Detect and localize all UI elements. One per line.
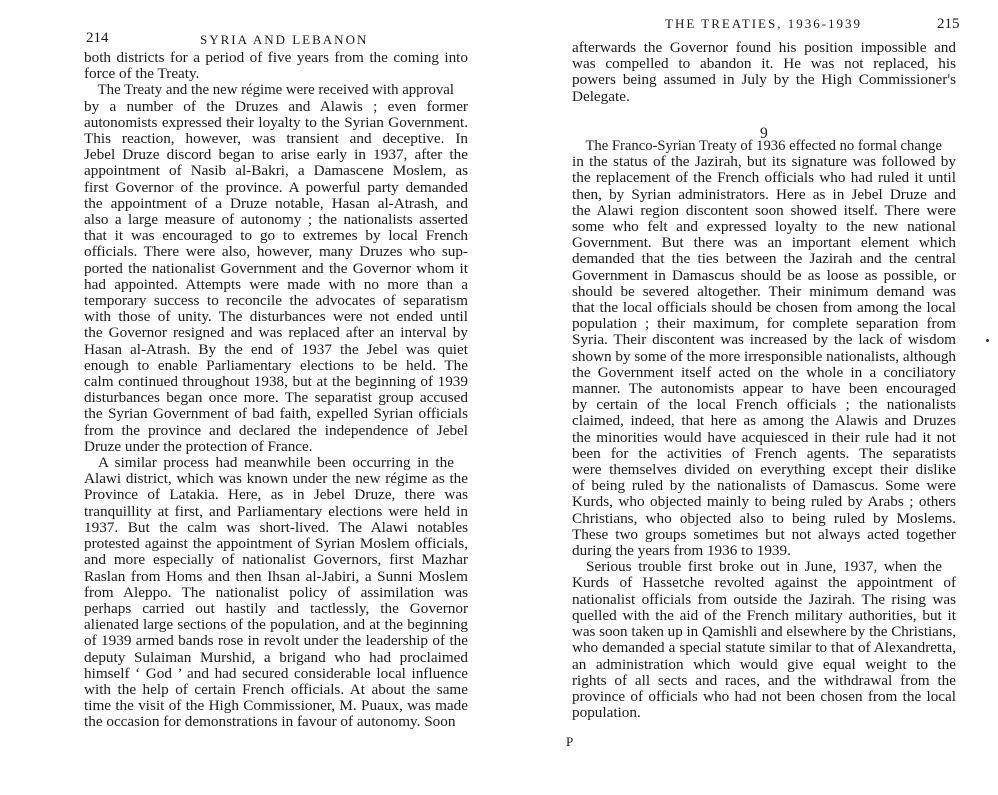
- text-line: Raslan from Homs and then Ihsan al-Jabiri, a Sunni Moslem: [84, 567, 468, 585]
- text-line: the Government itself acted on the whole in a conciliatory: [572, 363, 956, 381]
- text-line: an administration which would give equal weight to the: [572, 655, 956, 673]
- text-line: Kurds of Hassetche revolted against the appointment of: [572, 574, 956, 592]
- text-line: perhaps carried out hastily and tactlessly, the Governor: [84, 599, 468, 617]
- text-line: population ; their maximum, for complete separation from: [572, 315, 956, 333]
- text-line: some who felt and expressed loyalty to the new national: [572, 218, 956, 236]
- text-line: with the help of certain French officials. At about the same: [84, 680, 468, 698]
- text-line: the occasion for demonstrations in favour of autonomy. Soon: [84, 713, 456, 731]
- text-line: the Syrian Government of bad faith, expelled Syrian officials: [84, 405, 468, 423]
- text-line: in the status of the Jazirah, but its signature was followed by: [572, 153, 956, 171]
- paragraph: [572, 40, 956, 105]
- text-line: autonomists expressed their loyalty to the Syrian Government.: [84, 113, 468, 131]
- text-line: the Alawi region discontent soon showed itself. There were: [572, 201, 956, 219]
- text-line: during the years from 1936 to 1939.: [572, 542, 791, 560]
- text-line: of 1939 armed bands rose in revolt under the leadership of the: [84, 632, 468, 650]
- text-line: the minorities would have acquiesced in their rule had it not: [572, 428, 956, 446]
- text-line: force of the Treaty.: [84, 65, 200, 83]
- right-top-paragraph: [572, 40, 956, 105]
- text-line: Delegate.: [572, 87, 630, 105]
- text-line: afterwards the Governor found his position impossible and: [572, 39, 956, 56]
- text-line: Government in Damascus should be as loose as possible, or: [572, 266, 956, 284]
- right-page-number: 215: [937, 16, 960, 32]
- text-line: from the province and declared the independence of Jebel: [84, 421, 468, 439]
- paragraph: [572, 138, 956, 559]
- margin-dot: [986, 339, 989, 342]
- text-line: been for the activities of French agents. The separatists: [572, 444, 956, 462]
- text-line: should be severed altogether. Their minimum demand was: [572, 282, 956, 300]
- text-line: by certain of the local French officials ; the nationalists: [572, 396, 956, 414]
- text-line: first Governor of the province. A powerful party demanded: [84, 178, 468, 196]
- text-line: temporary success to reconcile the advocates of separatism: [84, 292, 468, 310]
- text-line: the replacement of the French officials who had ruled it until: [572, 169, 956, 187]
- text-line: 1937. But the calm was short-lived. The Alawi notables: [84, 518, 468, 536]
- text-line: who demanded a special statute similar to that of Alexandretta,: [572, 639, 956, 657]
- text-line: of being ruled by the nationalists of Damascus. Some were: [572, 477, 956, 495]
- text-line: from Aleppo. The nationalist policy of assimilation was: [84, 583, 468, 601]
- right-page: [499, 0, 998, 795]
- text-line: had appointed. Attempts were made with no more than a: [84, 275, 468, 293]
- text-line: appointment of Nasib al-Bakri, a Damascene Moslem, as: [84, 162, 468, 180]
- text-line: was compelled to abandon it. He was not replaced, his: [572, 55, 956, 73]
- text-line: claimed, indeed, that here as among the Alawis and Druzes: [572, 412, 956, 430]
- text-line: tranquillity at first, and Parliamentary elections were held in: [84, 502, 468, 520]
- text-line: ported the nationalist Government and the Governor whom it: [84, 259, 468, 277]
- text-line: Christians, who objected also to being ruled by Moslems.: [572, 509, 956, 527]
- text-line: was soon taken up in Qamishli and elsewhere by the Christians,: [572, 623, 956, 641]
- text-line: then, by Syrian administrators. Here as in Jebel Druze and: [572, 185, 956, 203]
- text-line: enough to enable Parliamentary elections to be held. The: [84, 356, 468, 374]
- text-line: Alawi district, which was known under the new régime as the: [84, 470, 468, 488]
- text-line: disturbances began once more. The separatist group accused: [84, 389, 468, 407]
- text-line: This reaction, however, was transient and deceptive. In: [84, 130, 468, 148]
- text-line: that the local officials should be chosen from among the local: [572, 299, 956, 317]
- text-line: Government. But there was an important element which: [572, 234, 956, 252]
- paragraph: [84, 82, 468, 455]
- text-line: A similar process had meanwhile been occurring in the: [98, 454, 454, 472]
- text-line: also a large measure of autonomy ; the nationalists asserted: [84, 211, 468, 229]
- paragraph: [572, 559, 956, 721]
- text-line: powers being assumed in July by the High Commissioner's: [572, 71, 956, 89]
- text-line: officials. There were also, however, many Druzes who sup-: [84, 243, 468, 261]
- text-line: The Treaty and the new régime were received with approval: [97, 81, 455, 99]
- text-line: himself ‘ God ’ and had secured considerable local influence: [84, 664, 468, 682]
- left-page-number: 214: [86, 30, 109, 46]
- text-line: These two groups sometimes but not always acted together: [572, 525, 956, 543]
- text-line: the appointment of a Druze notable, Hasan al-Atrash, and: [84, 194, 468, 212]
- text-line: rights of all sects and races, and the withdrawal from the: [572, 671, 956, 689]
- left-running-head: SYRIA AND LEBANON: [200, 32, 369, 47]
- text-line: manner. The autonomists appear to have been encouraged: [572, 380, 956, 398]
- text-line: the Governor resigned and was replaced after an interval by: [84, 324, 468, 342]
- text-line: that it was encouraged to go to extremes by local French: [84, 227, 468, 245]
- text-line: and more especially of nationalist Governors, first Mazhar: [84, 551, 468, 569]
- left-text-column: [84, 50, 468, 731]
- text-line: Serious trouble first broke out in June, 1937, when the: [586, 558, 942, 576]
- text-line: Hasan al-Atrash. By the end of 1937 the Jebel was quiet: [84, 340, 468, 358]
- text-line: demanded that the ties between the Jazirah and the central: [572, 250, 956, 268]
- text-line: Kurds, who objected mainly to being ruled by Arabs ; others: [572, 493, 956, 511]
- signature-mark: P: [566, 734, 574, 749]
- text-line: The Franco-Syrian Treaty of 1936 effected no formal change: [585, 137, 942, 154]
- text-line: with those of unity. The disturbances were not ended until: [84, 308, 468, 326]
- text-line: Druze under the protection of France.: [84, 437, 313, 455]
- text-line: by a number of the Druzes and Alawis ; even former: [84, 97, 468, 115]
- text-line: deputy Sulaiman Murshid, a brigand who had proclaimed: [84, 648, 468, 666]
- text-line: time the visit of the High Commissioner, M. Puaux, was made: [84, 697, 468, 715]
- text-line: Syria. Their discontent was increased by the lack of wisdom: [572, 331, 956, 349]
- text-line: both districts for a period of five years from the coming into: [84, 49, 468, 66]
- paragraph: [84, 455, 468, 730]
- paragraph: [84, 50, 468, 82]
- text-line: province of officials who had not been chosen from the local: [572, 687, 956, 705]
- text-line: nationalist officials from outside the Jazirah. The rising was: [572, 590, 956, 608]
- text-line: quelled with the aid of the French military authorities, but it: [572, 606, 956, 624]
- text-line: Province of Latakia. Here, as in Jebel Druze, there was: [84, 486, 468, 504]
- text-line: Jebel Druze discord began to arise early in 1937, after the: [84, 146, 468, 164]
- text-line: calm continued throughout 1938, but at the beginning of 1939: [84, 373, 468, 391]
- section-number: 9: [760, 125, 768, 142]
- right-text-column: [572, 138, 956, 721]
- text-line: shown by some of the more irresponsible nationalists, although: [572, 347, 956, 365]
- text-line: population.: [572, 704, 641, 722]
- text-line: alienated large sections of the population, and at the beginning: [84, 616, 468, 634]
- text-line: were themselves divided on everything except their dislike: [572, 461, 956, 479]
- right-running-head: THE TREATIES, 1936-1939: [665, 16, 863, 31]
- text-line: protested against the appointment of Syrian Moslem officials,: [84, 535, 468, 553]
